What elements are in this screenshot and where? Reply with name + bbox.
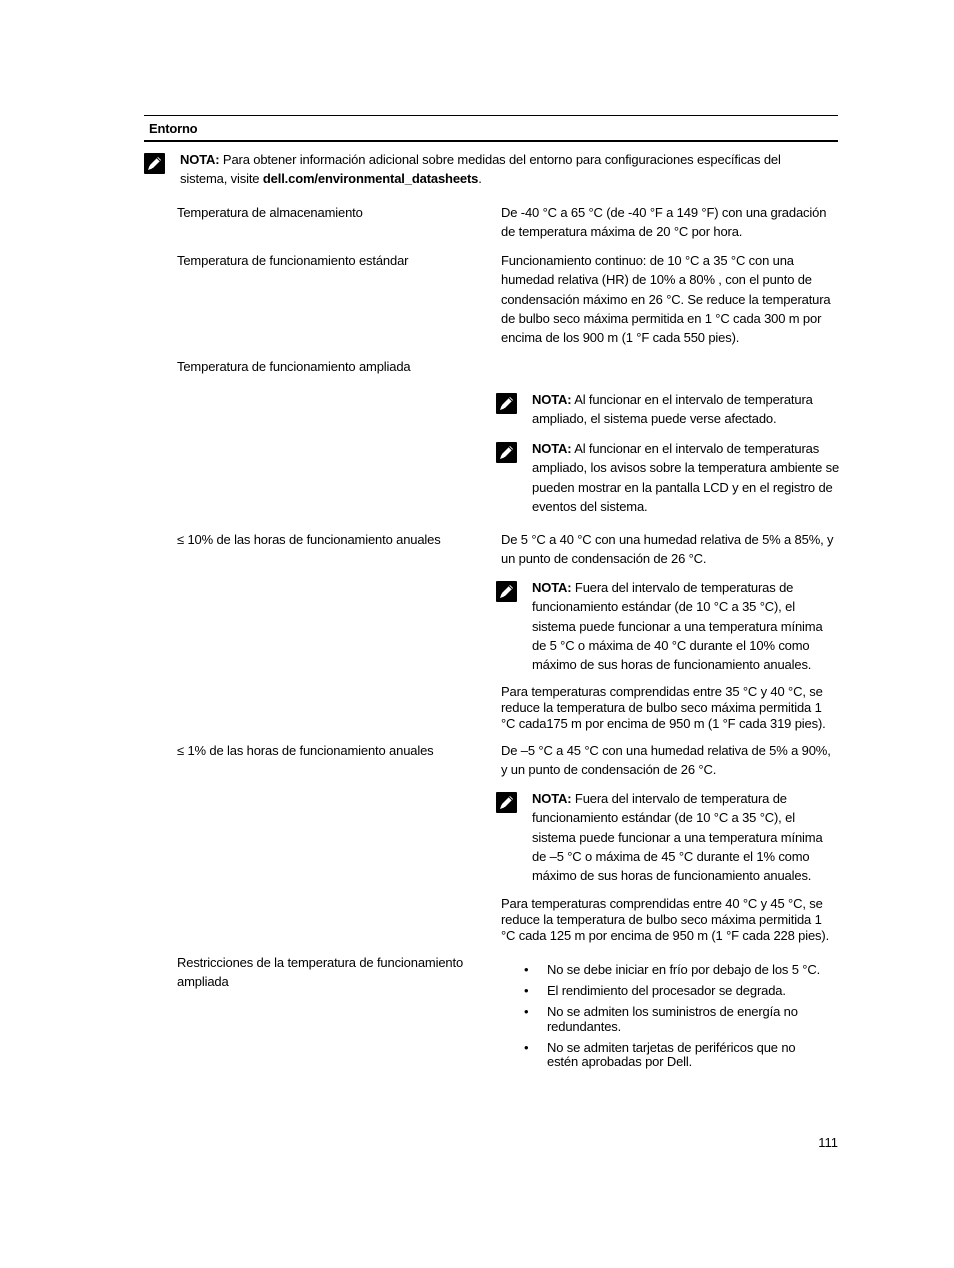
note-text: Al funcionar en el intervalo de temperatura ampliado, el sistema puede verse afectado. [532,392,813,427]
note-label: NOTA: [532,580,572,595]
note-text: Al funcionar en el intervalo de temperaturas ampliado, los avisos sobre la temperatura ambiente se pueden mostrar en la pantalla LCD y en el registro de eventos del sistema. [532,441,840,514]
note-label: NOTA: [532,441,572,456]
10-percent-note [532,578,837,674]
row-label-standard-temp: Temperatura de funcionamiento estándar [177,253,409,268]
note-text: Para obtener información adicional sobre medidas del entorno para configuraciones específicas del sistema, visite [180,152,781,187]
table-header-rule [144,140,838,142]
section-title: Entorno [149,121,198,136]
note-pencil-icon [496,792,517,813]
row-label-storage-temp: Temperatura de almacenamiento [177,205,363,220]
row-label-10-percent: ≤ 10% de las horas de funcionamiento anuales [177,532,441,547]
note-label: NOTA: [532,791,572,806]
note-pencil-icon [496,581,517,602]
page-number: 111 [818,1135,838,1150]
restrictions-list [524,963,824,1076]
table-top-rule [144,115,838,116]
1-percent-derating: Para temperaturas comprendidas entre 40 °C y 45 °C, se reduce la temperatura de bulbo seco máxima permitida 1 °C cada 125 m por encima de 950 m (1 °F cada 228 pies). [501,896,830,943]
list-item: • No se admiten los suministros de energía no redundantes. [524,1005,824,1034]
extended-note-1 [532,390,842,429]
row-label-1-percent: ≤ 1% de las horas de funcionamiento anuales [177,743,434,758]
extended-note-2 [532,439,842,516]
note-text-end: . [478,171,482,187]
list-item: • No se debe iniciar en frío por debajo de los 5 °C. [524,963,824,978]
note-pencil-icon [144,153,165,174]
note-label: NOTA: [532,392,572,407]
note-label: NOTA: [180,152,220,167]
row-value-storage-temp: De -40 °C a 65 °C (de -40 °F a 149 °F) con una gradación de temperatura máxima de 20 °C por hora. [501,205,827,240]
note-pencil-icon [496,442,517,463]
list-item: • El rendimiento del procesador se degrada. [524,984,824,999]
note-text: Fuera del intervalo de temperatura de funcionamiento estándar (de 10 °C a 35 °C), el sistema puede funcionar a una temperatura mínima de –5 °C o máxima de 45 °C durante el 1% como máximo de sus horas de funcionamiento anuales. [532,791,823,884]
top-note [180,150,820,189]
row-value-1-percent: De –5 °C a 45 °C con una humedad relativa de 5% a 90%, y un punto de condensación de 26 °C. [501,743,831,778]
list-item: • No se admiten tarjetas de periféricos que no estén aprobadas por Dell. [524,1041,824,1070]
row-value-10-percent: De 5 °C a 40 °C con una humedad relativa de 5% a 85%, y un punto de condensación de 26 °C. [501,532,834,567]
row-value-standard-temp: Funcionamiento continuo: de 10 °C a 35 °C con una humedad relativa (HR) de 10% a 80% , con el punto de condensación máximo en 26 °C. Se reduce la temperatura de bulbo seco máxima permitida en 1 °C cada 300 m por encima de los 900 m (1 °F cada 550 pies). [501,253,831,346]
note-pencil-icon [496,393,517,414]
row-label-restrictions: Restricciones de la temperatura de funcionamiento ampliada [177,955,464,990]
10-percent-derating: Para temperaturas comprendidas entre 35 °C y 40 °C, se reduce la temperatura de bulbo seco máxima permitida 1 °C cada175 m por encima de 950 m (1 °F cada 319 pies). [501,684,826,731]
1-percent-note [532,789,837,885]
row-label-extended-temp: Temperatura de funcionamiento ampliada [177,359,411,374]
datasheets-link[interactable]: dell.com/environmental_datasheets [262,171,479,187]
note-text: Fuera del intervalo de temperaturas de funcionamiento estándar (de 10 °C a 35 °C), el sistema puede funcionar a una temperatura mínima de 5 °C o máxima de 40 °C durante el 10% como máximo de sus horas de funcionamiento anuales. [532,580,823,673]
